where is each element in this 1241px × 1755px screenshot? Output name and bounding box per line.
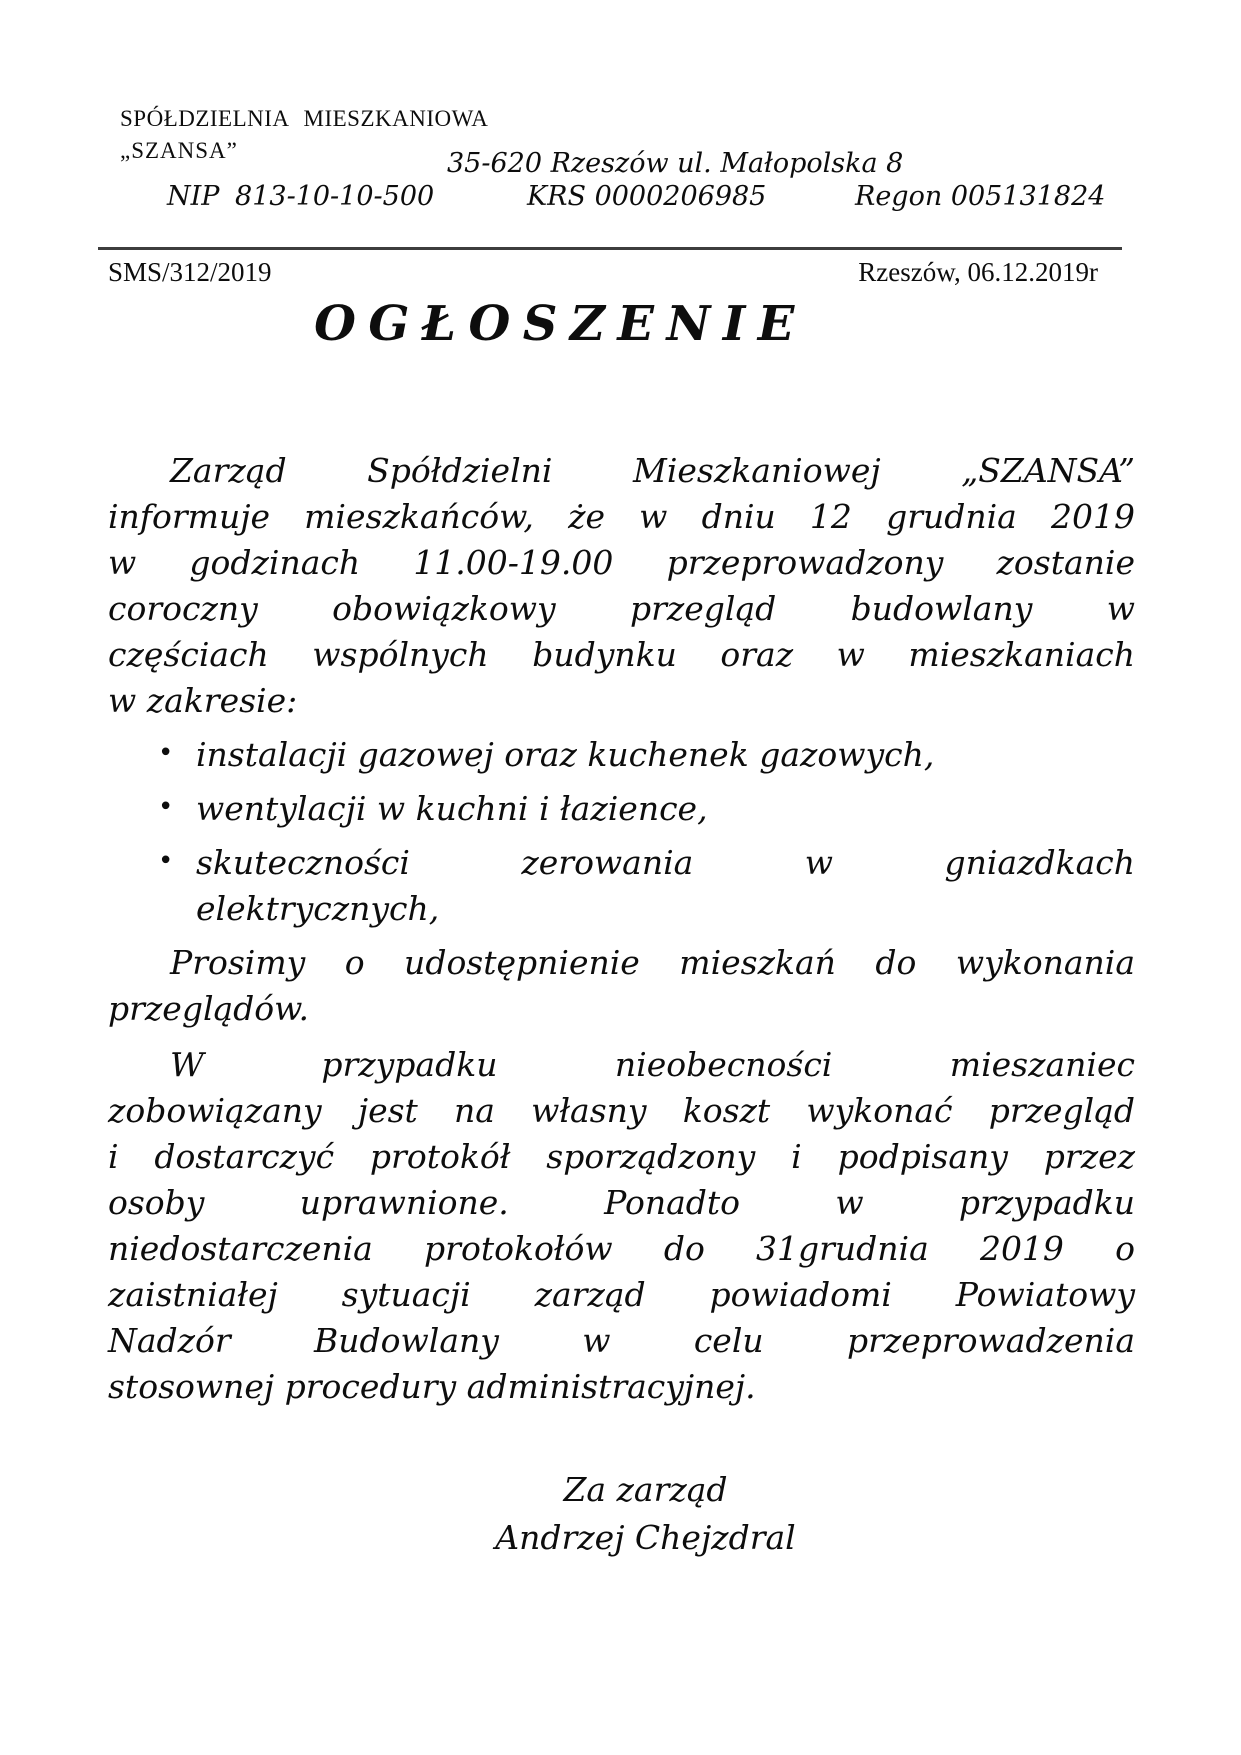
nip-number: NIP 813-10-10-500 xyxy=(167,181,435,212)
body-line: częściach wspólnych budynku oraz w mieszkaniach xyxy=(108,635,1135,674)
paragraph-3 xyxy=(108,1042,1135,1410)
body-line: i dostarczyć protokół sporządzony i podpisany przez xyxy=(108,1137,1135,1176)
body-line: instalacji gazowej oraz kuchenek gazowych, xyxy=(196,735,935,774)
body-line: W przypadku nieobecności mieszaniec xyxy=(170,1045,1135,1084)
bullet-icon: • xyxy=(158,846,174,876)
body-line: informuje mieszkańców, że w dniu 12 grudnia 2019 xyxy=(108,497,1135,536)
body-line: elektrycznych, xyxy=(196,889,440,928)
bullet-list xyxy=(108,732,1135,932)
registration-numbers-row xyxy=(0,181,1241,215)
place-and-date: Rzeszów, 06.12.2019r xyxy=(858,257,1098,287)
body-line: przeglądów. xyxy=(108,989,309,1028)
body-line: Prosimy o udostępnienie mieszkań do wykonania xyxy=(170,943,1135,982)
reference-row xyxy=(108,257,1098,288)
org-name-line-1: SPÓŁDZIELNIA MIESZKANIOWA xyxy=(120,106,489,131)
signature-role: Za zarząd xyxy=(563,1470,728,1509)
signature-name: Andrzej Chejzdral xyxy=(495,1518,796,1557)
bullet-icon: • xyxy=(158,792,174,822)
signature-block xyxy=(132,1466,1159,1562)
body-line: coroczny obowiązkowy przegląd budowlany w xyxy=(108,589,1135,628)
horizontal-divider xyxy=(98,247,1122,250)
body-line: w zakresie: xyxy=(108,681,298,720)
body-line: zaistniałej sytuacji zarząd powiadomi Powiatowy xyxy=(108,1275,1135,1314)
body-line: skuteczności zerowania w gniazdkach xyxy=(196,843,1135,882)
krs-number: KRS 0000206985 xyxy=(527,181,767,212)
regon-number: Regon 005131824 xyxy=(855,181,1106,212)
paragraph-2 xyxy=(108,940,1135,1032)
body-line: stosownej procedury administracyjnej. xyxy=(108,1367,756,1406)
reference-number: SMS/312/2019 xyxy=(108,257,272,287)
body-line: wentylacji w kuchni i łazience, xyxy=(196,789,708,828)
bullet-item xyxy=(108,732,1135,778)
bullet-item xyxy=(108,840,1135,932)
body-line: w godzinach 11.00-19.00 przeprowadzony zostanie xyxy=(108,543,1135,582)
body-line: Zarząd Spółdzielni Mieszkaniowej „SZANSA” xyxy=(170,451,1135,490)
bullet-icon: • xyxy=(158,738,174,768)
body-line: zobowiązany jest na własny koszt wykonać przegląd xyxy=(108,1091,1135,1130)
bullet-item xyxy=(108,786,1135,832)
paragraph-1 xyxy=(108,448,1135,724)
org-name-line-2: „SZANSA” xyxy=(120,138,238,163)
body-line: niedostarczenia protokołów do 31grudnia 2019 o xyxy=(108,1229,1135,1268)
org-address: 35-620 Rzeszów ul. Małopolska 8 xyxy=(447,148,904,179)
body-line: osoby uprawnione. Ponadto w przypadku xyxy=(108,1183,1135,1222)
body-line: Nadzór Budowlany w celu przeprowadzenia xyxy=(108,1321,1135,1360)
document-title: OGŁOSZENIE xyxy=(314,296,807,352)
document-body xyxy=(108,448,1135,1410)
